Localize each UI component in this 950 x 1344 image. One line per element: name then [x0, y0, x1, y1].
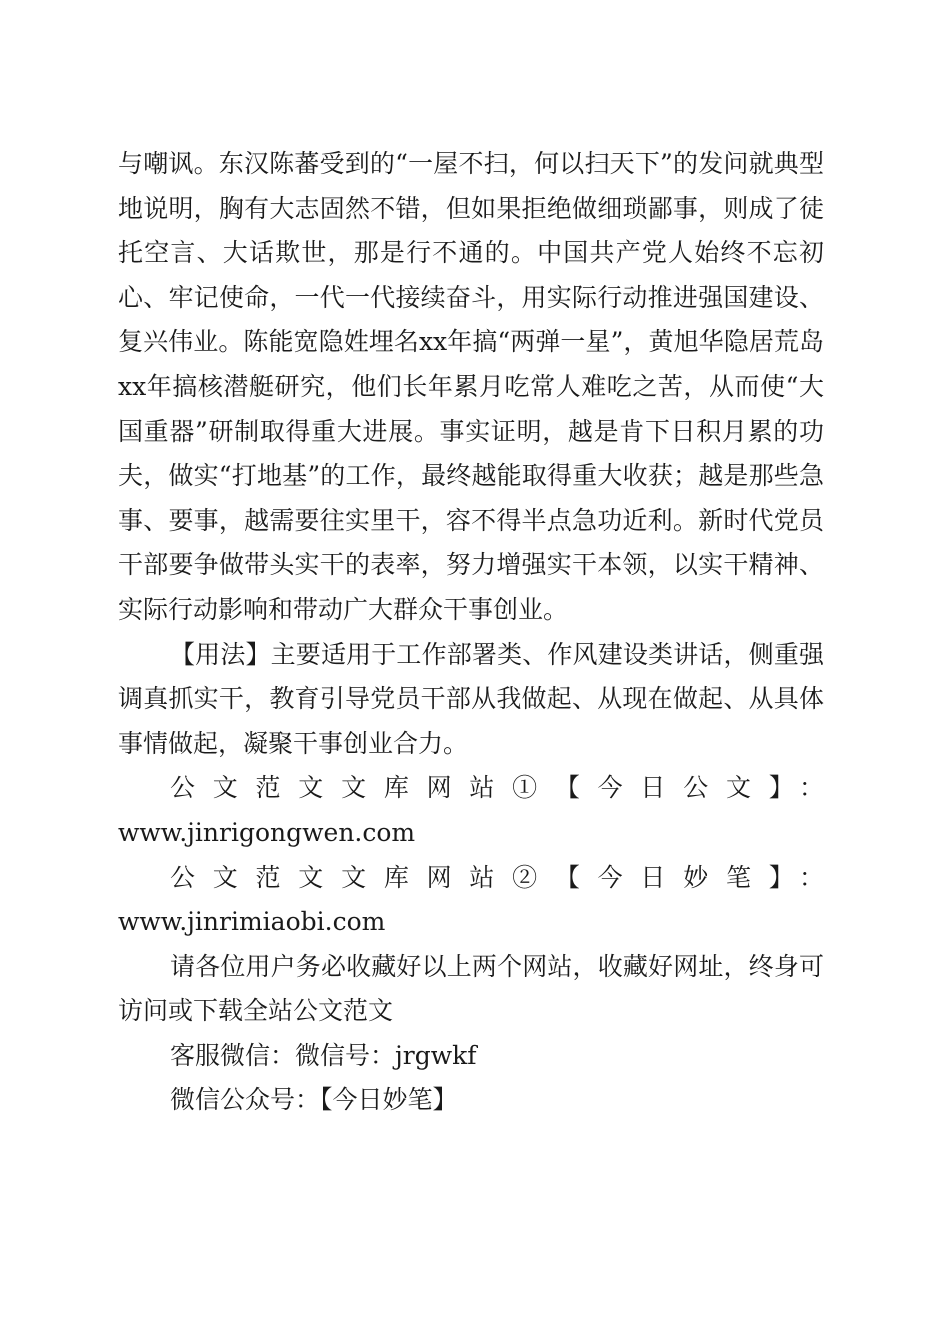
- document-body: [118, 142, 824, 1123]
- public-account: 微信公众号：【今日妙笔】: [170, 1085, 458, 1115]
- site-1-url[interactable]: [118, 811, 824, 856]
- usage-paragraph: 【用法】主要适用于工作部署类、作风建设类讲话，侧重强调真抓实干，教育引导党员干部从我做起、从现在做起、从具体事情做起，凝聚干事创业合力。: [118, 639, 824, 758]
- reminder-paragraph: 请各位用户务必收藏好以上两个网站，收藏好网址，终身可访问或下载全站公文范文: [118, 951, 824, 1026]
- service-wechat: 客服微信：微信号：jrgwkf: [170, 1040, 477, 1070]
- site-2-line[interactable]: 公文范文文库网站②【今日妙笔】：www.jinrimiaobi.com: [118, 862, 824, 937]
- body-paragraph: 与嘲讽。东汉陈蕃受到的“一屋不扫，何以扫天下”的发问就典型地说明，胸有大志固然不错，但如果拒绝做细琐鄙事，则成了徒托空言、大话欺世，那是行不通的。中国共产党人始终不忘初心、牢记使命，一代一代接续奋斗，用实际行动推进强国建设、复兴伟业。陈能宽隐姓埋名xx年搞“两弹一星”，黄旭华隐居荒岛xx年搞核潜艇研究，他们长年累月吃常人难吃之苦，从而使“大国重器”研制取得重大进展。事实证明，越是肯下日积月累的功夫，做实“打地基”的工作，最终越能取得重大收获；越是那些急事、要事，越需要往实里干，容不得半点急功近利。新时代党员干部要争做带头实干的表率，努力增强实干本领，以实干精神、实际行动影响和带动广大群众干事创业。: [118, 149, 824, 624]
- site-1-label: 公文范文文库网站①【今日公文】：: [170, 773, 824, 803]
- site-1-link[interactable]: www.jinrigongwen.com: [118, 817, 416, 847]
